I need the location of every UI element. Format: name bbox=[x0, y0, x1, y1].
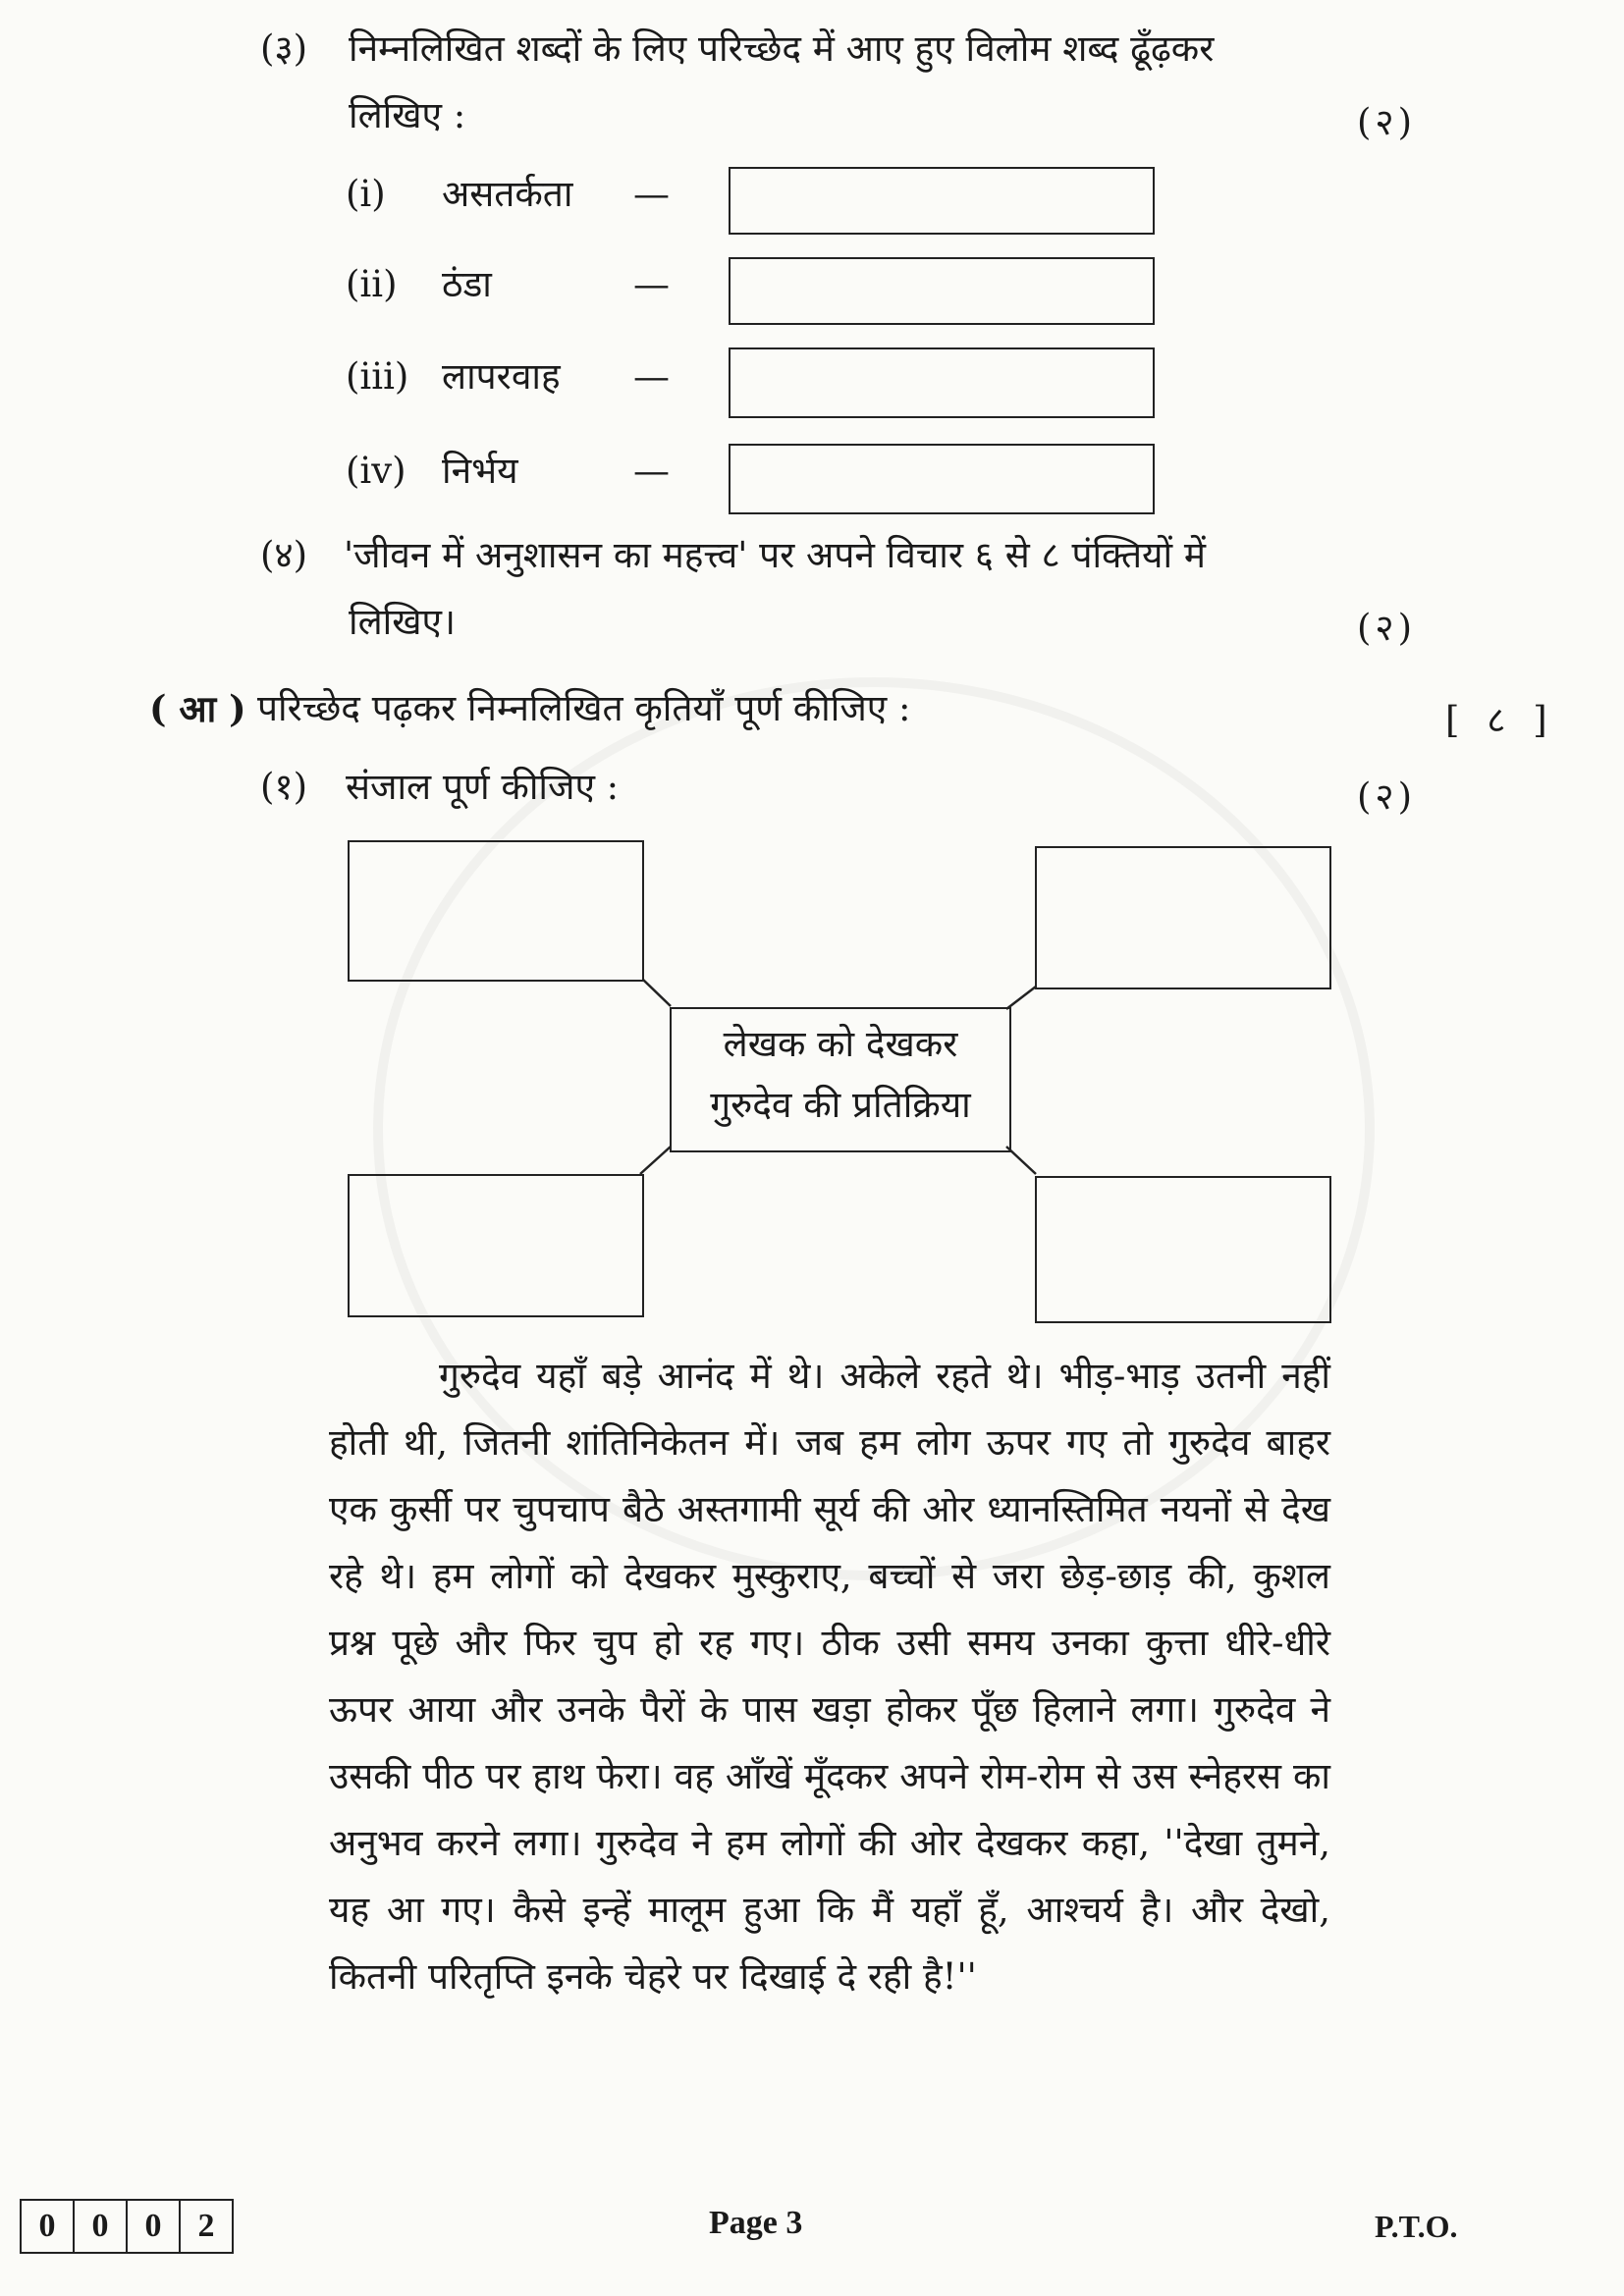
q3-item-3-word: लापरवाह bbox=[442, 355, 561, 398]
q3-item-4-word: निर्भय bbox=[442, 450, 518, 492]
q3-item-3-num: (iii) bbox=[346, 355, 409, 398]
q1-marks: (२) bbox=[1357, 775, 1417, 818]
paper-code bbox=[20, 2199, 232, 2254]
q4-number: (४) bbox=[260, 534, 308, 576]
q3-item-1-num: (i) bbox=[346, 173, 386, 215]
page-number: Page 3 bbox=[709, 2205, 803, 2241]
web-box-top-left[interactable] bbox=[348, 840, 644, 982]
q3-item-4-dash: — bbox=[633, 450, 670, 492]
code-digit: 0 bbox=[73, 2199, 128, 2254]
q3-instruction-line2: लिखिए : bbox=[349, 94, 466, 136]
web-center-line1: लेखक को देखकर bbox=[723, 1023, 958, 1065]
q3-instruction-line1: निम्नलिखित शब्दों के लिए परिच्छेद में आए हुए विलोम शब्द ढूँढ़कर bbox=[349, 27, 1215, 70]
q3-item-4-num: (iv) bbox=[346, 450, 406, 492]
section-b-label: ( आ ) bbox=[149, 687, 246, 730]
passage-text: गुरुदेव यहाँ बड़े आनंद में थे। अकेले रहते थे। भीड़-भाड़ उतनी नहीं होती थी, जितनी शांतिनिकेतन में। जब हम लोग ऊपर गए तो गुरुदेव बाहर एक कुर्सी पर चुपचाप बैठे अस्तगामी सूर्य की ओर ध्यानस्तिमित नयनों से देख रहे थे। हम लोगों को देखकर मुस्कुराए, बच्चों से जरा छेड़-छाड़ की, कुशल प्रश्न पूछे और फिर चुप हो रह गए। ठीक उसी समय उनका कुत्ता धीरे-धीरे ऊपर आया और उनके पैरों के पास खड़ा होकर पूँछ हिलाने लगा। गुरुदेव ने उसकी पीठ पर हाथ फेरा। वह आँखें मूँदकर अपने रोम-रोम से उस स्नेहरस का अनुभव करने लगा। गुरुदेव ने हम लोगों की ओर देखकर कहा, ''देखा तुमने, यह आ गए। कैसे इन्हें मालूम हुआ कि मैं यहाँ हूँ, आश्चर्य है। और देखो, कितनी परितृप्ति इनके चेहरे पर दिखाई दे रही है!'' bbox=[329, 1355, 1330, 1998]
web-box-bottom-right[interactable] bbox=[1035, 1176, 1331, 1323]
q3-number: (३) bbox=[260, 27, 308, 70]
q4-line1: 'जीवन में अनुशासन का महत्त्व' पर अपने विचार ६ से ८ पंक्तियों में bbox=[344, 534, 1206, 576]
q3-marks: (२) bbox=[1357, 101, 1417, 143]
q4-line2: लिखिए। bbox=[349, 601, 457, 643]
passage bbox=[329, 1343, 1330, 2010]
code-digit: 0 bbox=[20, 2199, 75, 2254]
q3-item-3-dash: — bbox=[633, 355, 670, 398]
q3-item-2-dash: — bbox=[633, 263, 670, 305]
q1-instruction: संजाल पूर्ण कीजिए : bbox=[346, 766, 620, 808]
q3-item-1-dash: — bbox=[633, 173, 670, 215]
q3-item-1-word: असतर्कता bbox=[442, 173, 573, 215]
pto-label: P.T.O. bbox=[1375, 2209, 1458, 2244]
code-digit: 2 bbox=[179, 2199, 234, 2254]
q3-item-2-word: ठंडा bbox=[442, 263, 492, 305]
section-b-instruction: परिच्छेद पढ़कर निम्नलिखित कृतियाँ पूर्ण कीजिए : bbox=[257, 687, 911, 729]
q3-item-2-num: (ii) bbox=[346, 263, 398, 305]
web-center-line2: गुरुदेव की प्रतिक्रिया bbox=[710, 1084, 971, 1127]
code-digit: 0 bbox=[126, 2199, 181, 2254]
web-box-top-right[interactable] bbox=[1035, 846, 1331, 989]
q4-marks: (२) bbox=[1357, 607, 1417, 649]
web-center-box bbox=[670, 1007, 1011, 1152]
q1-number: (१) bbox=[260, 766, 308, 808]
web-box-bottom-left[interactable] bbox=[348, 1174, 644, 1317]
section-b-marks: [ ८ ] bbox=[1445, 699, 1555, 741]
